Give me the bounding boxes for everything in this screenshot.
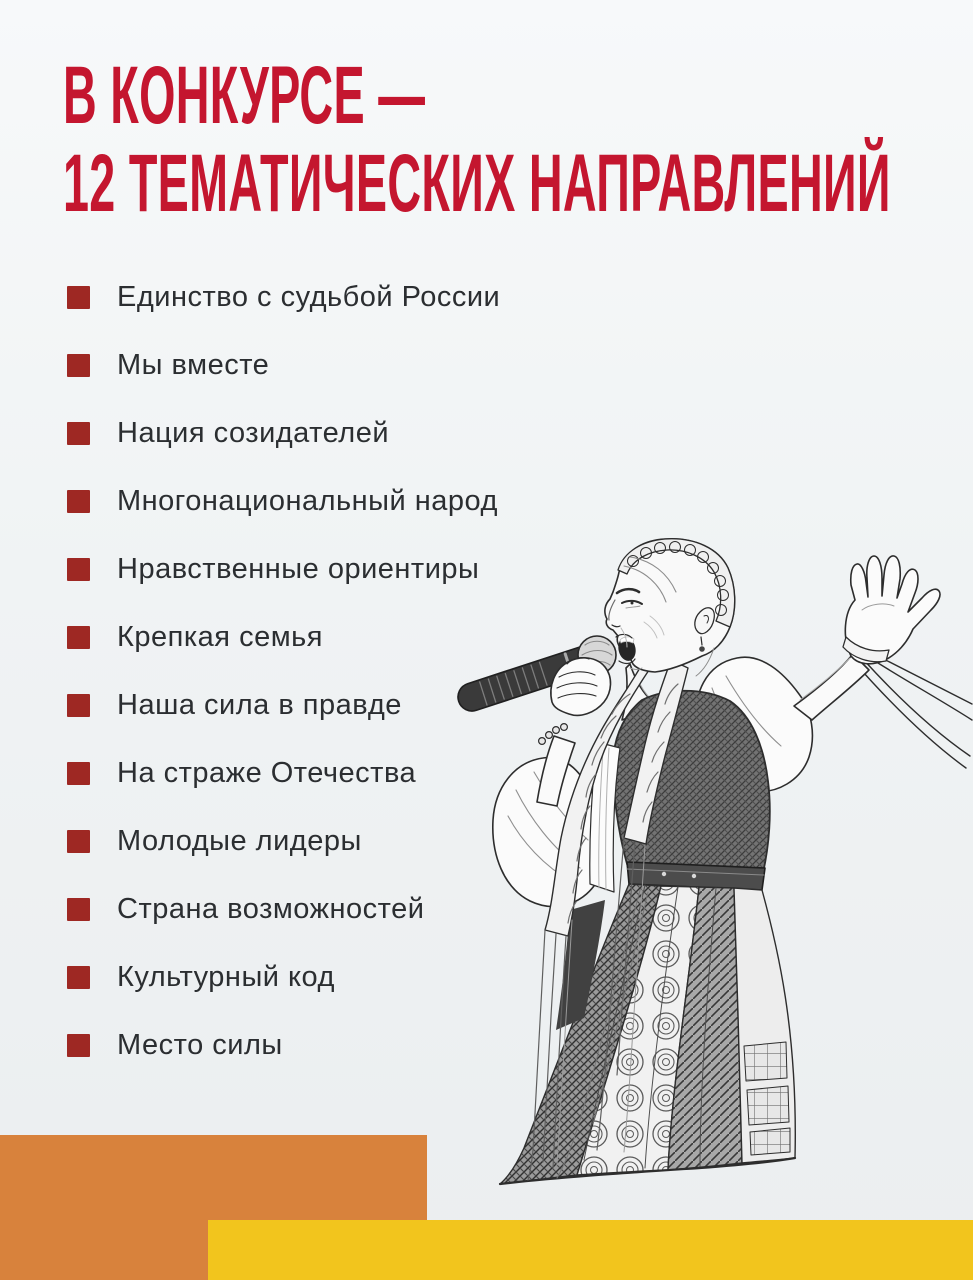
bullet-square-icon (67, 286, 90, 309)
list-item-label: Крепкая семья (117, 620, 323, 653)
list-item (67, 263, 500, 331)
bullet-square-icon (67, 354, 90, 377)
yellow-decor-rect (208, 1220, 973, 1280)
topics-list (67, 263, 500, 1079)
list-item-label: Культурный код (117, 960, 335, 993)
bullet-square-icon (67, 490, 90, 513)
list-item (67, 739, 500, 807)
list-item-label: Наша сила в правде (117, 688, 402, 721)
list-item-label: Страна возможностей (117, 892, 425, 925)
list-item-label: Нация созидателей (117, 416, 390, 449)
list-item (67, 943, 500, 1011)
list-item-label: Молодые лидеры (117, 824, 362, 857)
singer-illustration (440, 520, 973, 1220)
title-line-1: В КОНКУРСЕ — (63, 50, 426, 141)
bullet-square-icon (67, 966, 90, 989)
bullet-square-icon (67, 898, 90, 921)
list-item-label: Мы вместе (117, 348, 270, 381)
bullet-square-icon (67, 558, 90, 581)
list-item (67, 331, 500, 399)
page-title (63, 52, 891, 228)
list-item (67, 603, 500, 671)
bullet-square-icon (67, 1034, 90, 1057)
list-item-label: На страже Отечества (117, 756, 417, 789)
list-item-label: Единство с судьбой России (117, 280, 501, 313)
bullet-square-icon (67, 626, 90, 649)
title-line-2: 12 ТЕМАТИЧЕСКИХ НАПРАВЛЕНИЙ (63, 138, 891, 229)
list-item-label: Место силы (117, 1028, 283, 1061)
list-item-label: Нравственные ориентиры (117, 552, 480, 585)
list-item-label: Многонациональный народ (117, 484, 498, 517)
bullet-square-icon (67, 762, 90, 785)
list-item (67, 875, 500, 943)
bullet-square-icon (67, 422, 90, 445)
bullet-square-icon (67, 694, 90, 717)
list-item (67, 1011, 500, 1079)
list-item (67, 467, 500, 535)
bullet-square-icon (67, 830, 90, 853)
list-item (67, 807, 500, 875)
list-item (67, 535, 500, 603)
list-item (67, 671, 500, 739)
list-item (67, 399, 500, 467)
